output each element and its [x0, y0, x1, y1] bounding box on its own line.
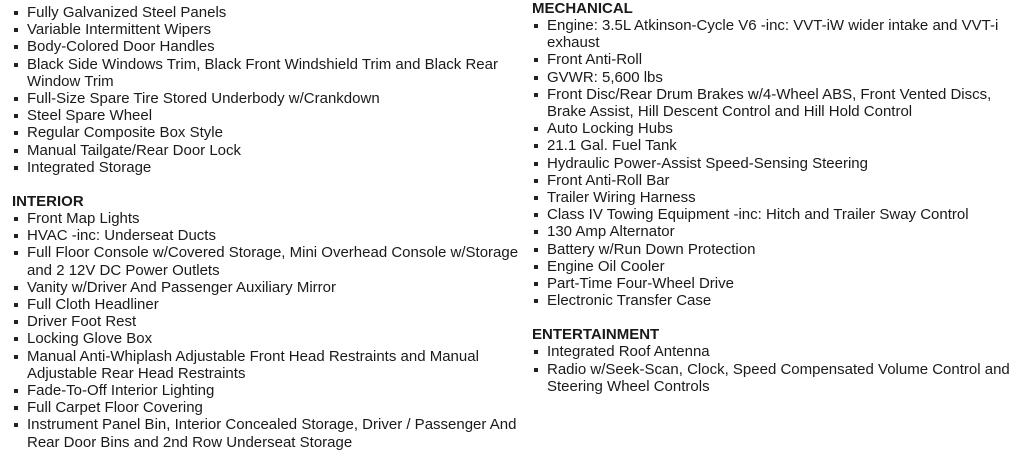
list-item: Full-Size Spare Tire Stored Underbody w/Crankdown — [12, 90, 522, 107]
list-item: Front Anti-Roll Bar — [532, 172, 1022, 189]
list-item: Instrument Panel Bin, Interior Concealed Storage, Driver / Passenger And Rear Door Bins and 2nd Row Underseat Storage — [12, 416, 522, 450]
interior-list — [12, 210, 522, 451]
entertainment-section — [532, 326, 1022, 395]
list-item: Battery w/Run Down Protection — [532, 241, 1022, 258]
section-title-entertainment: ENTERTAINMENT — [532, 326, 660, 344]
list-item: GVWR: 5,600 lbs — [532, 69, 1022, 86]
list-item: HVAC -inc: Underseat Ducts — [12, 227, 522, 244]
list-item: Fully Galvanized Steel Panels — [12, 4, 522, 21]
list-item: Integrated Storage — [12, 159, 522, 176]
entertainment-list — [532, 343, 1022, 395]
list-item: Radio w/Seek-Scan, Clock, Speed Compensated Volume Control and Steering Wheel Controls — [532, 361, 1022, 395]
section-title-interior: INTERIOR — [12, 193, 84, 211]
list-item: Front Anti-Roll — [532, 51, 1022, 68]
list-item: Integrated Roof Antenna — [532, 343, 1022, 360]
mechanical-list — [532, 17, 1022, 309]
list-item: Trailer Wiring Harness — [532, 189, 1022, 206]
list-item: Variable Intermittent Wipers — [12, 21, 522, 38]
list-item: 21.1 Gal. Fuel Tank — [532, 137, 1022, 154]
list-item: Front Disc/Rear Drum Brakes w/4-Wheel ABS, Front Vented Discs, Brake Assist, Hill Descent Control and Hill Hold Control — [532, 86, 1022, 120]
list-item: Full Floor Console w/Covered Storage, Mini Overhead Console w/Storage and 2 12V DC Power Outlets — [12, 244, 522, 278]
list-item: Driver Foot Rest — [12, 313, 522, 330]
right-column — [532, 0, 1022, 412]
list-item: Part-Time Four-Wheel Drive — [532, 275, 1022, 292]
list-item: Black Side Windows Trim, Black Front Windshield Trim and Black Rear Window Trim — [12, 56, 522, 90]
list-item: Engine Oil Cooler — [532, 258, 1022, 275]
list-item: Hydraulic Power-Assist Speed-Sensing Steering — [532, 155, 1022, 172]
list-item: Fade-To-Off Interior Lighting — [12, 382, 522, 399]
list-item: Regular Composite Box Style — [12, 124, 522, 141]
list-item: Auto Locking Hubs — [532, 120, 1022, 137]
list-item: Manual Anti-Whiplash Adjustable Front Head Restraints and Manual Adjustable Rear Head Restraints — [12, 348, 522, 382]
list-item: Manual Tailgate/Rear Door Lock — [12, 142, 522, 159]
list-item: Engine: 3.5L Atkinson-Cycle V6 -inc: VVT-iW wider intake and VVT-i exhaust — [532, 17, 1022, 51]
list-item: Full Cloth Headliner — [12, 296, 522, 313]
exterior-list — [12, 4, 522, 176]
list-item: Vanity w/Driver And Passenger Auxiliary Mirror — [12, 279, 522, 296]
list-item: 130 Amp Alternator — [532, 223, 1022, 240]
list-item: Class IV Towing Equipment -inc: Hitch and Trailer Sway Control — [532, 206, 1022, 223]
list-item: Front Map Lights — [12, 210, 522, 227]
mechanical-section — [532, 0, 1022, 309]
left-column — [12, 0, 522, 468]
list-item: Body-Colored Door Handles — [12, 38, 522, 55]
section-title-mechanical: MECHANICAL — [532, 0, 633, 17]
list-item: Locking Glove Box — [12, 330, 522, 347]
exterior-section — [12, 4, 522, 176]
interior-section — [12, 193, 522, 451]
list-item: Full Carpet Floor Covering — [12, 399, 522, 416]
list-item: Electronic Transfer Case — [532, 292, 1022, 309]
list-item: Steel Spare Wheel — [12, 107, 522, 124]
